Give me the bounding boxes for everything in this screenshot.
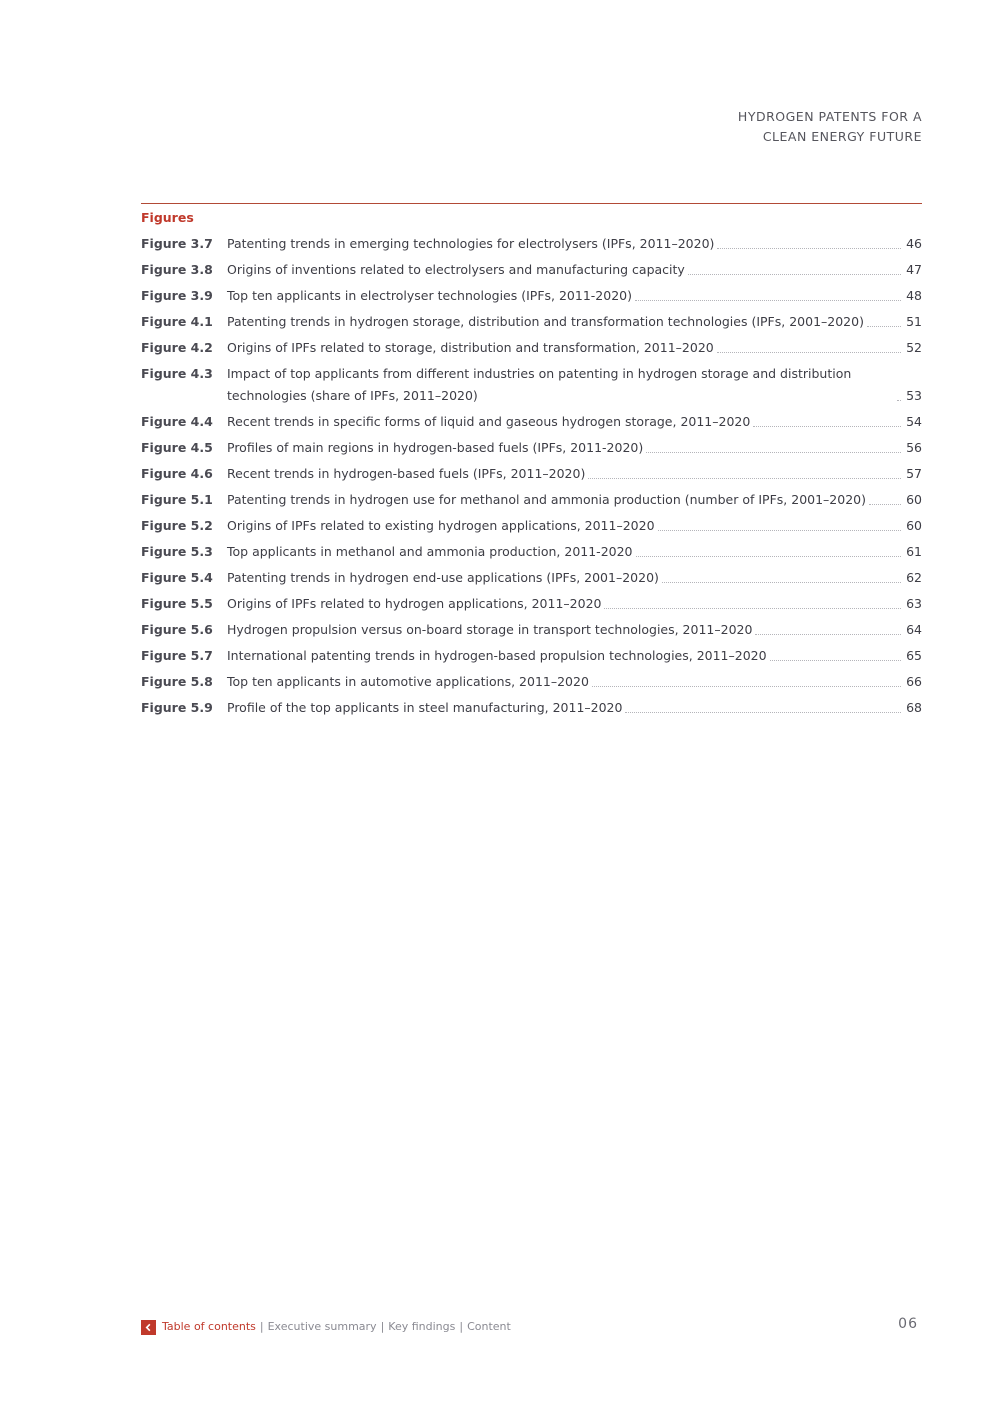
nav-link-content[interactable]: Content bbox=[467, 1320, 511, 1333]
dot-leader bbox=[897, 400, 901, 401]
toc-entry-figure-5-4[interactable] bbox=[141, 567, 922, 589]
page-number: 52 bbox=[906, 340, 922, 355]
dot-leader bbox=[753, 426, 901, 427]
nav-link-executive-summary[interactable]: Executive summary bbox=[267, 1320, 377, 1333]
section-heading: Figures bbox=[141, 210, 194, 225]
figure-title: Profile of the top applicants in steel manufacturing, 2011–2020 bbox=[227, 700, 623, 715]
footer-navigation bbox=[141, 1318, 511, 1336]
toc-entry-figure-4-5[interactable] bbox=[141, 437, 922, 459]
figure-title: Hydrogen propulsion versus on-board storage in transport technologies, 2011–2020 bbox=[227, 622, 753, 637]
page-number: 51 bbox=[906, 314, 922, 329]
figure-title: Patenting trends in hydrogen end-use applications (IPFs, 2001–2020) bbox=[227, 570, 659, 585]
figure-number: Figure 5.4 bbox=[141, 570, 213, 585]
toc-entry-figure-3-8[interactable] bbox=[141, 259, 922, 281]
page-number: 65 bbox=[906, 648, 922, 663]
document-title bbox=[738, 107, 922, 147]
chevron-left-icon[interactable] bbox=[141, 1320, 156, 1335]
toc-entry-figure-5-8[interactable] bbox=[141, 671, 922, 693]
nav-separator: | bbox=[259, 1320, 264, 1333]
figure-title: Origins of IPFs related to storage, distribution and transformation, 2011–2020 bbox=[227, 340, 714, 355]
page-number: 60 bbox=[906, 492, 922, 507]
dot-leader bbox=[755, 634, 901, 635]
page-number: 46 bbox=[906, 236, 922, 251]
figure-number: Figure 4.5 bbox=[141, 440, 213, 455]
page-number: 54 bbox=[906, 414, 922, 429]
dot-leader bbox=[658, 530, 901, 531]
nav-separator: | bbox=[380, 1320, 385, 1333]
toc-entry-figure-3-7[interactable] bbox=[141, 233, 922, 255]
page-number: 64 bbox=[906, 622, 922, 637]
dot-leader bbox=[604, 608, 901, 609]
nav-link-table-of-contents[interactable]: Table of contents bbox=[162, 1320, 256, 1333]
page-number: 56 bbox=[906, 440, 922, 455]
figure-number: Figure 5.8 bbox=[141, 674, 213, 689]
toc-entry-figure-4-1[interactable] bbox=[141, 311, 922, 333]
toc-entry-figure-4-3[interactable] bbox=[141, 363, 922, 407]
dot-leader bbox=[646, 452, 901, 453]
toc-entry-figure-4-4[interactable] bbox=[141, 411, 922, 433]
page-number: 48 bbox=[906, 288, 922, 303]
dot-leader bbox=[770, 660, 901, 661]
dot-leader bbox=[592, 686, 901, 687]
document-title-line-2: CLEAN ENERGY FUTURE bbox=[762, 129, 922, 144]
figure-title: Profiles of main regions in hydrogen-based fuels (IPFs, 2011-2020) bbox=[227, 440, 644, 455]
dot-leader bbox=[662, 582, 901, 583]
page-number: 47 bbox=[906, 262, 922, 277]
page-number-footer: 06 bbox=[898, 1316, 918, 1332]
figure-title: Origins of inventions related to electrolysers and manufacturing capacity bbox=[227, 262, 685, 277]
figure-title: Top ten applicants in automotive applications, 2011–2020 bbox=[227, 674, 589, 689]
page-number: 63 bbox=[906, 596, 922, 611]
figure-number: Figure 5.9 bbox=[141, 700, 213, 715]
figures-list bbox=[141, 233, 922, 723]
figure-number: Figure 3.7 bbox=[141, 236, 213, 251]
figure-title: Origins of IPFs related to hydrogen applications, 2011–2020 bbox=[227, 596, 602, 611]
figure-number: Figure 5.1 bbox=[141, 492, 213, 507]
figure-title: Impact of top applicants from different industries on patenting in hydrogen storage and distribution technologies (share of IPFs, 2011–2020) bbox=[227, 366, 852, 403]
figure-title: Patenting trends in hydrogen use for methanol and ammonia production (number of IPFs, 2001–2020) bbox=[227, 492, 866, 507]
toc-entry-figure-5-1[interactable] bbox=[141, 489, 922, 511]
nav-separator: | bbox=[459, 1320, 464, 1333]
section-divider bbox=[141, 203, 922, 204]
toc-entry-figure-5-6[interactable] bbox=[141, 619, 922, 641]
toc-entry-figure-4-6[interactable] bbox=[141, 463, 922, 485]
page-number: 61 bbox=[906, 544, 922, 559]
page-number: 60 bbox=[906, 518, 922, 533]
page-number: 57 bbox=[906, 466, 922, 481]
figure-title: Recent trends in hydrogen-based fuels (IPFs, 2011–2020) bbox=[227, 466, 586, 481]
toc-entry-figure-3-9[interactable] bbox=[141, 285, 922, 307]
page-number: 62 bbox=[906, 570, 922, 585]
page-number: 53 bbox=[906, 388, 922, 403]
toc-entry-figure-5-3[interactable] bbox=[141, 541, 922, 563]
figure-title: Origins of IPFs related to existing hydrogen applications, 2011–2020 bbox=[227, 518, 655, 533]
toc-entry-figure-5-5[interactable] bbox=[141, 593, 922, 615]
dot-leader bbox=[717, 248, 901, 249]
figure-number: Figure 4.4 bbox=[141, 414, 213, 429]
figure-title: Recent trends in specific forms of liquid and gaseous hydrogen storage, 2011–2020 bbox=[227, 414, 751, 429]
figure-title: Top applicants in methanol and ammonia production, 2011-2020 bbox=[227, 544, 633, 559]
toc-entry-figure-4-2[interactable] bbox=[141, 337, 922, 359]
dot-leader bbox=[869, 504, 901, 505]
figure-number: Figure 5.2 bbox=[141, 518, 213, 533]
figure-title: International patenting trends in hydrogen-based propulsion technologies, 2011–2020 bbox=[227, 648, 767, 663]
figure-number: Figure 5.7 bbox=[141, 648, 213, 663]
figure-number: Figure 3.8 bbox=[141, 262, 213, 277]
figure-title: Patenting trends in emerging technologies for electrolysers (IPFs, 2011–2020) bbox=[227, 236, 715, 251]
dot-leader bbox=[636, 556, 902, 557]
figure-number: Figure 3.9 bbox=[141, 288, 213, 303]
dot-leader bbox=[688, 274, 901, 275]
nav-link-key-findings[interactable]: Key findings bbox=[388, 1320, 456, 1333]
page-number: 66 bbox=[906, 674, 922, 689]
dot-leader bbox=[588, 478, 901, 479]
figure-title: Top ten applicants in electrolyser technologies (IPFs, 2011-2020) bbox=[227, 288, 632, 303]
page-number: 68 bbox=[906, 700, 922, 715]
figure-number: Figure 5.6 bbox=[141, 622, 213, 637]
dot-leader bbox=[625, 712, 901, 713]
figure-title: Patenting trends in hydrogen storage, distribution and transformation technologies (IPFs, 2001–2020) bbox=[227, 314, 864, 329]
toc-entry-figure-5-9[interactable] bbox=[141, 697, 922, 719]
document-title-line-1: HYDROGEN PATENTS FOR A bbox=[737, 109, 922, 124]
figure-number: Figure 4.3 bbox=[141, 366, 213, 381]
figure-number: Figure 5.5 bbox=[141, 596, 213, 611]
dot-leader bbox=[635, 300, 901, 301]
figure-number: Figure 5.3 bbox=[141, 544, 213, 559]
figure-number: Figure 4.2 bbox=[141, 340, 213, 355]
toc-entry-figure-5-7[interactable] bbox=[141, 645, 922, 667]
dot-leader bbox=[717, 352, 901, 353]
figure-number: Figure 4.1 bbox=[141, 314, 213, 329]
figure-number: Figure 4.6 bbox=[141, 466, 213, 481]
toc-entry-figure-5-2[interactable] bbox=[141, 515, 922, 537]
dot-leader bbox=[867, 326, 901, 327]
